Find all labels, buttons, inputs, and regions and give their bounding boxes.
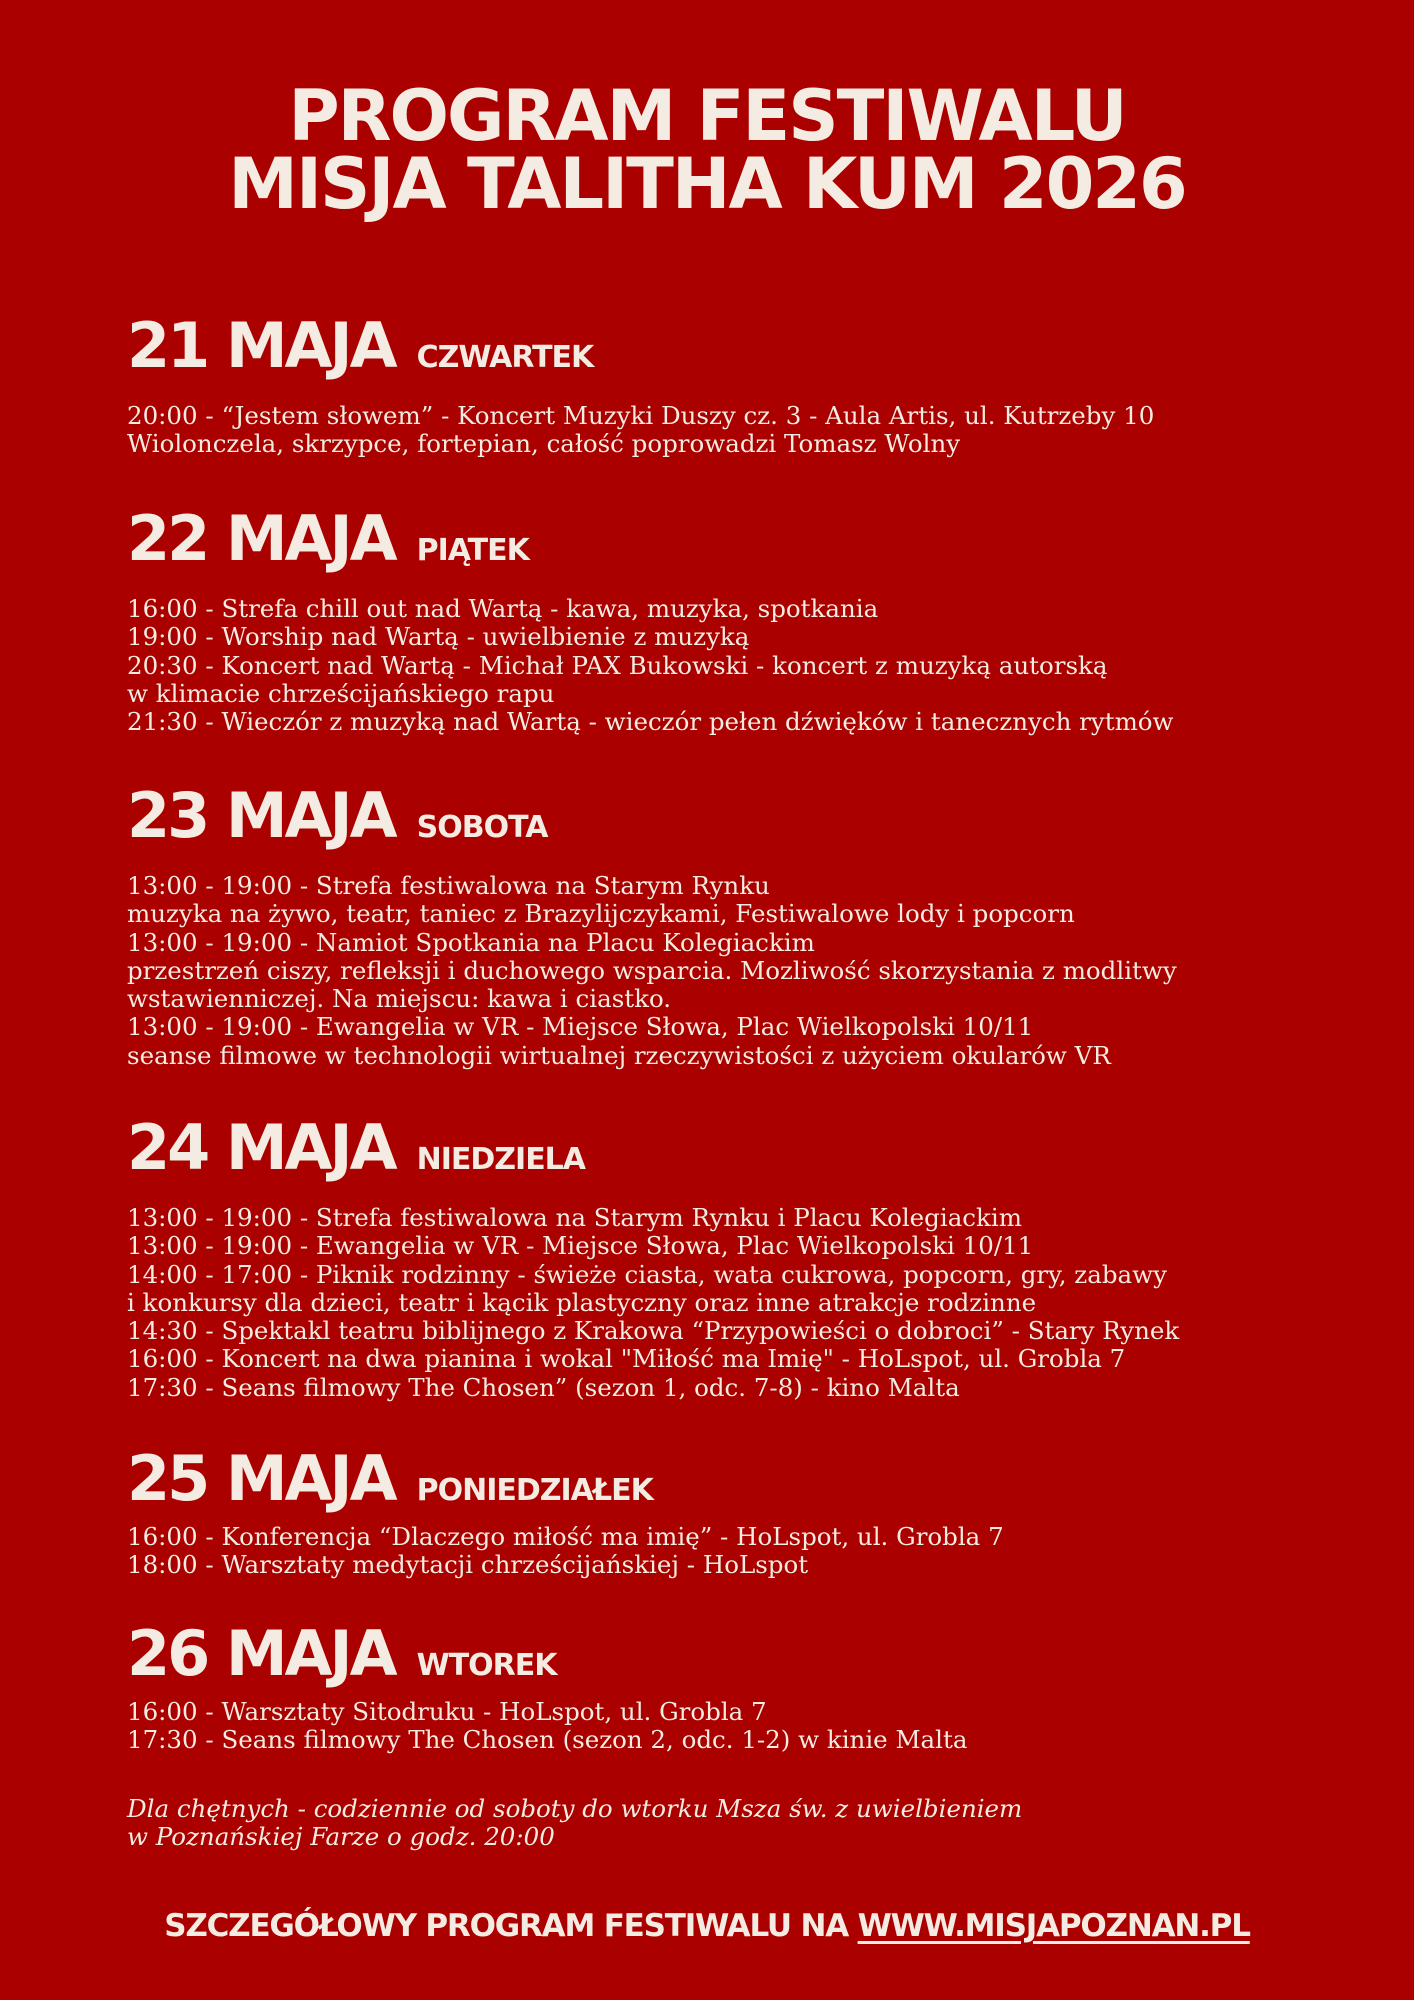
day-date: 24 MAJA	[127, 1111, 395, 1184]
day-section-21	[127, 310, 1327, 459]
event-list	[127, 1523, 1327, 1580]
event-line: 13:00 - 19:00 - Strefa festiwalowa na Starym Rynku	[127, 871, 770, 900]
day-heading	[127, 1618, 1327, 1690]
day-date: 21 MAJA	[127, 309, 395, 382]
day-date: 23 MAJA	[127, 779, 395, 852]
mass-note	[127, 1795, 1022, 1852]
event-list	[127, 595, 1327, 736]
event-line: 14:00 - 17:00 - Piknik rodzinny - świeże ciasta, wata cukrowa, popcorn, gry, zabawy	[127, 1259, 1167, 1289]
event-list	[127, 1204, 1327, 1402]
event-line: seanse filmowe w technologii wirtualnej rzeczywistości z użyciem okularów VR	[127, 1040, 1111, 1070]
poster-title	[0, 75, 1414, 225]
event-line: 13:00 - 19:00 - Ewangelia w VR - Miejsce Słowa, Plac Wielkopolski 10/11	[127, 1231, 1034, 1261]
day-heading	[127, 780, 1327, 852]
event-line: 13:00 - 19:00 - Ewangelia w VR - Miejsce Słowa, Plac Wielkopolski 10/11	[127, 1012, 1034, 1042]
day-weekday: PIĄTEK	[416, 533, 529, 568]
day-section-22	[127, 503, 1327, 736]
title-line-1: PROGRAM FESTIWALU	[288, 75, 1126, 157]
website-link[interactable]: WWW.MISJAPOZNAN.PL	[857, 1908, 1250, 1944]
event-line: 16:00 - Konferencja “Dlaczego miłość ma imię” - HoLspot, ul. Grobla 7	[127, 1522, 1004, 1551]
event-line: Wiolonczela, skrzypce, fortepian, całość poprowadzi Tomasz Wolny	[127, 429, 961, 459]
event-line: 14:30 - Spektakl teatru biblijnego z Krakowa “Przypowieści o dobroci” - Stary Rynek	[127, 1316, 1180, 1346]
event-line: wstawienniczej. Na miejscu: kawa i ciastko.	[127, 984, 672, 1014]
event-line: 20:00 - “Jestem słowem” - Koncert Muzyki Duszy cz. 3 - Aula Artis, ul. Kutrzeby 10	[127, 401, 1155, 430]
day-heading	[127, 1443, 1327, 1515]
event-line: 16:00 - Koncert na dwa pianina i wokal "Miłość ma Imię" - HoLspot, ul. Grobla 7	[127, 1344, 1126, 1374]
day-weekday: CZWARTEK	[416, 340, 594, 375]
event-line: 16:00 - Warsztaty Sitodruku - HoLspot, ul. Grobla 7	[127, 1697, 767, 1726]
note-line-2: w Poznańskiej Farze o godz. 20:00	[127, 1822, 555, 1852]
footer	[0, 1908, 1414, 1944]
event-line: 20:30 - Koncert nad Wartą - Michał PAX Bukowski - koncert z muzyką autorską	[127, 650, 1108, 680]
event-line: 18:00 - Warsztaty medytacji chrześcijańskiej - HoLspot	[127, 1550, 809, 1580]
footer-text: SZCZEGÓŁOWY PROGRAM FESTIWALU NA	[164, 1908, 858, 1944]
event-line: 21:30 - Wieczór z muzyką nad Wartą - wieczór pełen dźwięków i tanecznych rytmów	[127, 707, 1174, 737]
day-heading	[127, 1112, 1327, 1184]
event-list	[127, 402, 1327, 459]
event-list	[127, 872, 1327, 1070]
event-line: 16:00 - Strefa chill out nad Wartą - kawa, muzyka, spotkania	[127, 594, 879, 623]
day-date: 26 MAJA	[127, 1617, 395, 1690]
day-heading	[127, 310, 1327, 382]
event-list	[127, 1698, 1327, 1755]
event-line: przestrzeń ciszy, refleksji i duchowego wsparcia. Mozliwość skorzystania z modlitwy	[127, 955, 1177, 985]
event-line: 13:00 - 19:00 - Namiot Spotkania na Placu Kolegiackim	[127, 927, 815, 957]
day-section-25	[127, 1443, 1327, 1580]
day-section-23	[127, 780, 1327, 1070]
day-weekday: PONIEDZIAŁEK	[416, 1473, 653, 1508]
event-line: 19:00 - Worship nad Wartą - uwielbienie z muzyką	[127, 622, 750, 652]
day-section-26	[127, 1618, 1327, 1755]
day-heading	[127, 503, 1327, 575]
day-section-24	[127, 1112, 1327, 1402]
event-line: w klimacie chrześcijańskiego rapu	[127, 678, 555, 708]
event-line: muzyka na żywo, teatr, taniec z Brazylijczykami, Festiwalowe lody i popcorn	[127, 899, 1075, 929]
note-line-1: Dla chętnych - codziennie od soboty do wtorku Msza św. z uwielbieniem	[127, 1794, 1023, 1823]
title-line-2: MISJA TALITHA KUM 2026	[228, 143, 1186, 225]
event-line: 13:00 - 19:00 - Strefa festiwalowa na Starym Rynku i Placu Kolegiackim	[127, 1203, 1022, 1232]
event-line: i konkursy dla dzieci, teatr i kącik plastyczny oraz inne atrakcje rodzinne	[127, 1287, 1037, 1317]
event-line: 17:30 - Seans filmowy The Chosen (sezon 2, odc. 1-2) w kinie Malta	[127, 1725, 968, 1755]
day-date: 25 MAJA	[127, 1442, 395, 1515]
day-weekday: NIEDZIELA	[416, 1142, 586, 1177]
day-date: 22 MAJA	[127, 502, 395, 575]
day-weekday: SOBOTA	[416, 810, 548, 845]
event-line: 17:30 - Seans filmowy The Chosen” (sezon 1, odc. 7-8) - kino Malta	[127, 1372, 960, 1402]
day-weekday: WTOREK	[416, 1648, 557, 1683]
